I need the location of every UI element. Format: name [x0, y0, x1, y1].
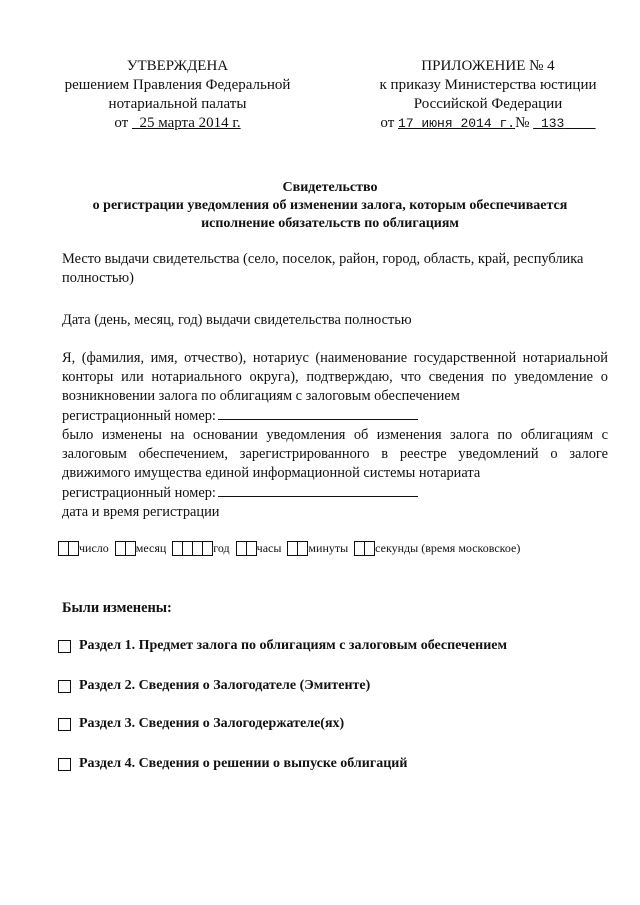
- section-3-row: [58, 716, 344, 732]
- reg-number-label-2: регистрационный номер:: [62, 485, 216, 501]
- date-of-issue: [62, 311, 608, 330]
- title-line-1: Свидетельство: [282, 180, 378, 195]
- statement-line-9: дата и время регистрации: [62, 504, 220, 520]
- digit-box: [364, 541, 375, 556]
- statement-line-5: было изменены на основании уведомления об изменения залога по облигациям с: [62, 427, 608, 443]
- approved-title: УТВЕРЖДЕНА: [126, 58, 229, 74]
- document-title: [70, 179, 590, 233]
- notary-statement: [62, 349, 608, 522]
- section-1-checkbox[interactable]: [58, 640, 71, 653]
- minutes-label: минуты: [308, 541, 349, 555]
- month-boxes[interactable]: [115, 541, 135, 556]
- datetime-fields: [58, 541, 520, 556]
- digit-box: [246, 541, 257, 556]
- section-4-checkbox[interactable]: [58, 758, 71, 771]
- digit-box: [125, 541, 136, 556]
- year-boxes[interactable]: [172, 541, 212, 556]
- reg-number-blank-2[interactable]: [218, 483, 418, 497]
- appendix-date: [368, 114, 608, 133]
- approved-line-1: решением Правления Федеральной: [64, 77, 291, 93]
- day-label: число: [79, 541, 109, 555]
- section-4-label: Раздел 4. Сведения о решении о выпуске облигаций: [79, 756, 408, 771]
- appendix-date-value: 17 июня 2014 г.: [398, 116, 516, 131]
- digit-box: [297, 541, 308, 556]
- changed-heading: Были изменены:: [62, 600, 172, 616]
- reg-number-row-2: [62, 483, 608, 503]
- section-3-label: Раздел 3. Сведения о Залогодержателе(ях): [79, 716, 345, 731]
- title-line-3: исполнение обязательств по облигациям: [201, 216, 459, 231]
- appendix-number-value: [533, 116, 595, 131]
- section-2-label: Раздел 2. Сведения о Залогодателе (Эмитенте): [79, 678, 371, 693]
- digit-box: [68, 541, 79, 556]
- date-of-issue-text: Дата (день, месяц, год) выдачи свидетельства полностью: [62, 312, 412, 328]
- approved-date-text: 25 марта 2014 г.: [139, 115, 241, 131]
- year-label: год: [213, 541, 230, 555]
- approved-date-value: [132, 115, 241, 131]
- approved-date-prefix: от: [114, 115, 129, 131]
- hours-boxes[interactable]: [236, 541, 256, 556]
- approved-block: [60, 57, 295, 133]
- place-line-2: полностью): [62, 270, 134, 286]
- month-label: месяц: [135, 541, 167, 555]
- digit-box: [202, 541, 213, 556]
- section-1-label: Раздел 1. Предмет залога по облигациям с залоговым обеспечением: [79, 638, 508, 653]
- statement-line-1: Я, (фамилия, имя, отчество), нотариус (наименование государственной нотариальной: [62, 350, 608, 366]
- statement-line-3: возникновении залога по облигациям с залоговым обеспечением: [62, 388, 460, 404]
- section-2-checkbox[interactable]: [58, 680, 71, 693]
- statement-line-6: залоговым обеспечением, зарегистрированного в реестре уведомлений о залоге: [62, 446, 608, 462]
- statement-line-7: движимого имущества единой информационной системы нотариата: [62, 465, 481, 481]
- statement-line-2: конторы или нотариального округа), подтверждаю, что сведения по уведомление о: [62, 369, 608, 385]
- reg-number-row-1: [62, 406, 608, 426]
- place-line-1: Место выдачи свидетельства (село, поселок, район, город, область, край, республика: [62, 251, 584, 267]
- reg-number-label-1: регистрационный номер:: [62, 408, 216, 424]
- appendix-date-prefix: от: [380, 115, 395, 131]
- day-boxes[interactable]: [58, 541, 78, 556]
- seconds-boxes[interactable]: [354, 541, 374, 556]
- title-line-2: о регистрации уведомления об изменении залога, которым обеспечивается: [92, 198, 568, 213]
- hours-label: часы: [256, 541, 282, 555]
- appendix-block: [368, 57, 608, 133]
- section-3-checkbox[interactable]: [58, 718, 71, 731]
- section-4-row: [58, 756, 407, 772]
- appendix-title: ПРИЛОЖЕНИЕ № 4: [421, 58, 555, 74]
- appendix-number-label: №: [515, 115, 530, 131]
- minutes-boxes[interactable]: [287, 541, 307, 556]
- section-2-row: [58, 678, 370, 694]
- section-1-row: [58, 638, 507, 654]
- seconds-label: секунды (время московское): [375, 541, 521, 555]
- reg-number-blank-1[interactable]: [218, 406, 418, 420]
- approved-date: [60, 114, 295, 133]
- place-of-issue: [62, 250, 608, 288]
- appendix-line-1: к приказу Министерства юстиции: [379, 77, 597, 93]
- appendix-line-2: Российской Федерации: [413, 96, 563, 112]
- approved-line-2: нотариальной палаты: [108, 96, 247, 112]
- appendix-number-text: 133: [540, 116, 565, 131]
